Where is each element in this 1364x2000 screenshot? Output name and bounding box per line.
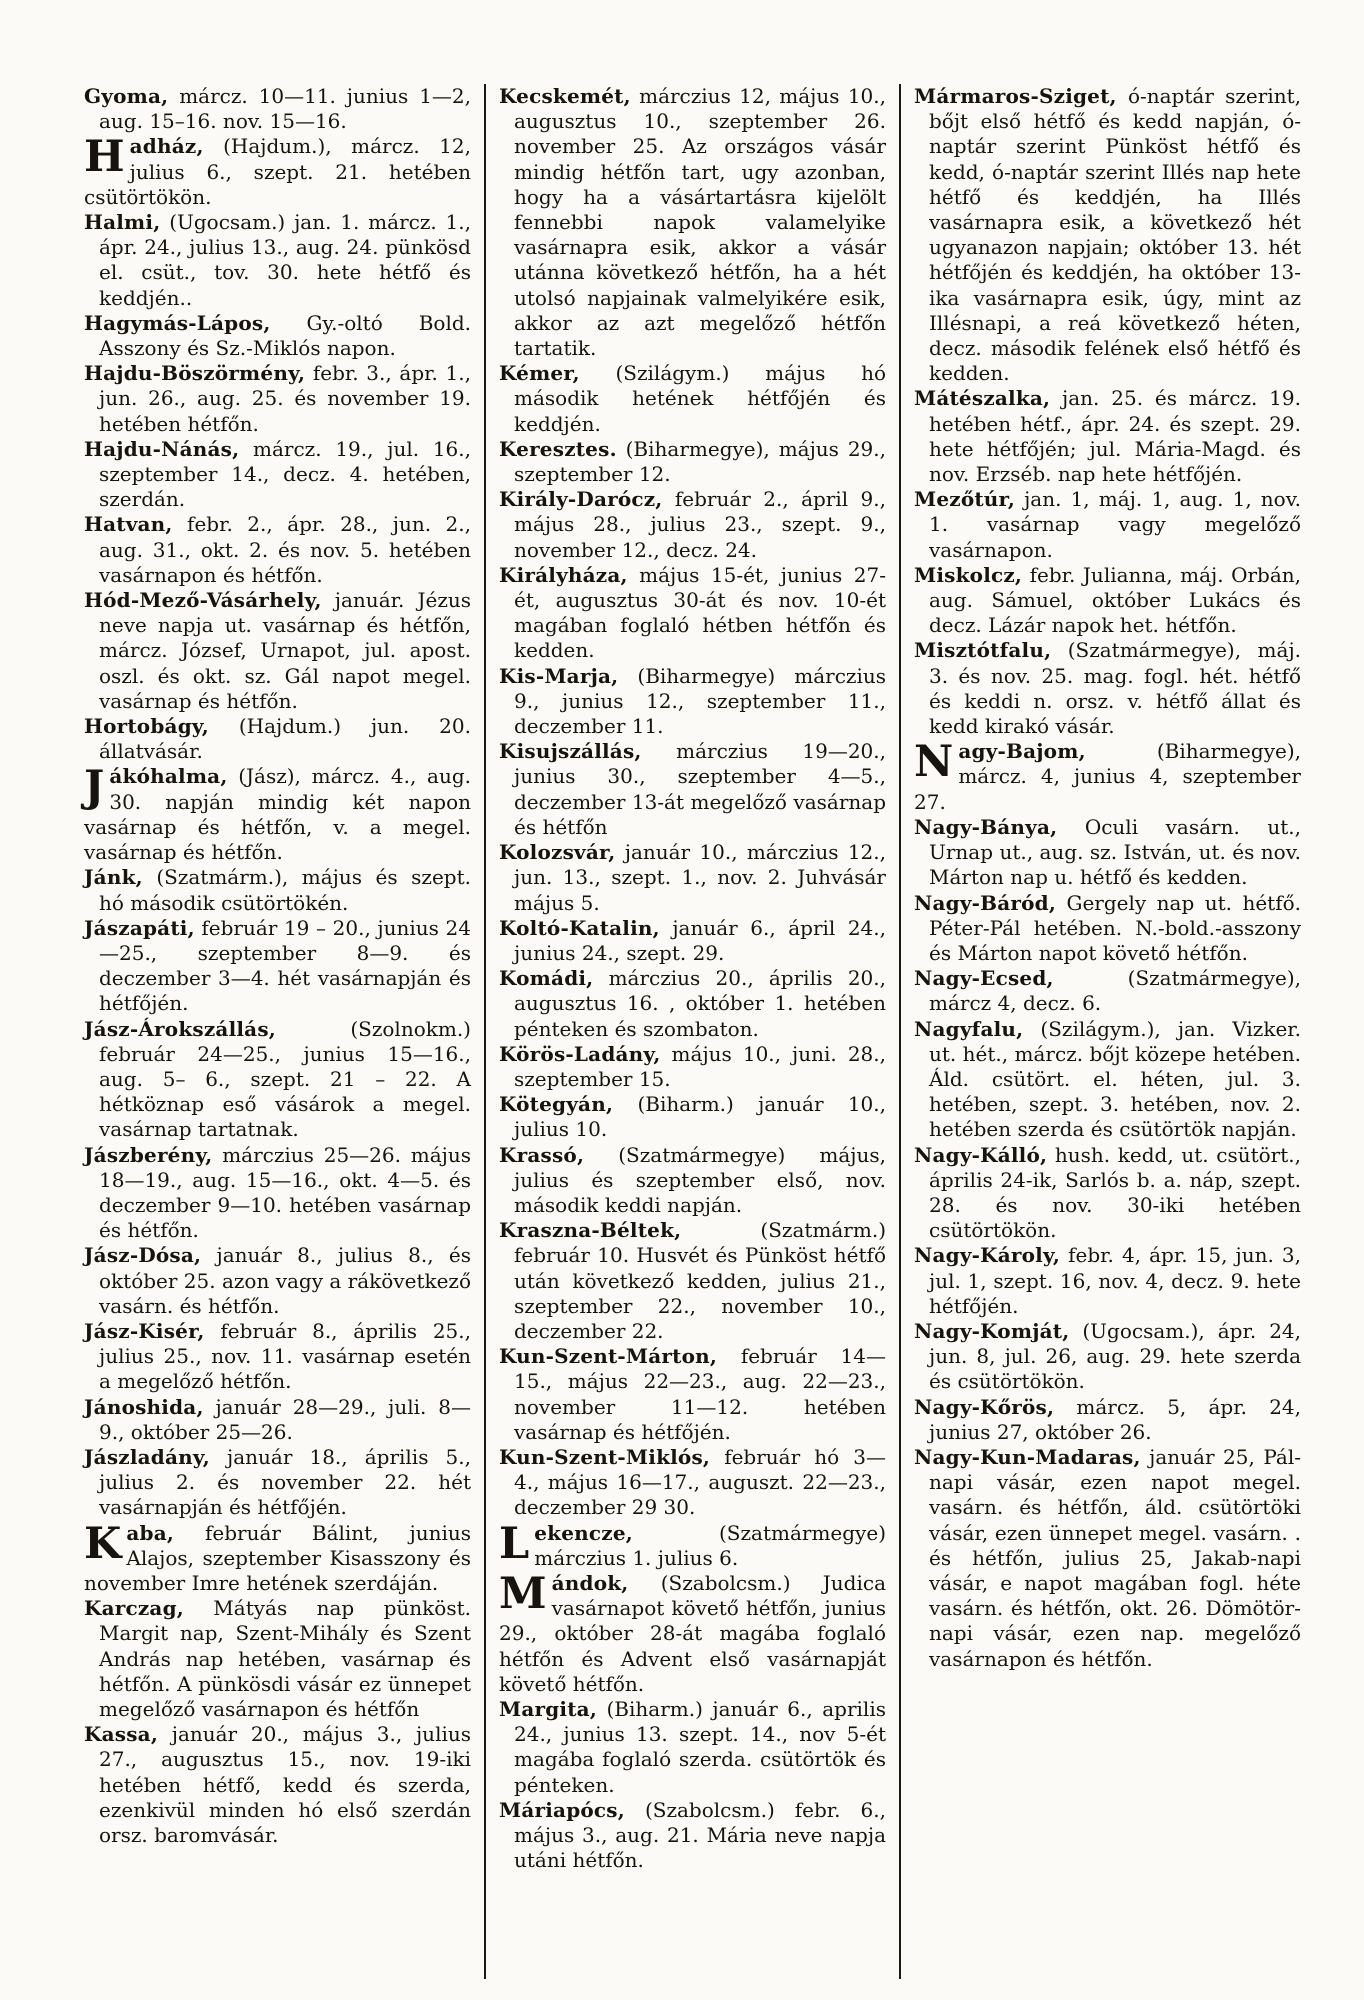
column-2 bbox=[499, 84, 886, 1979]
entry: Krassó, (Szatmármegye) május, julius és szeptember első, nov. második keddi napján. bbox=[499, 1142, 886, 1217]
town-name: aba, bbox=[126, 1520, 175, 1545]
entry: Nagy-Károly, febr. 4, ápr. 15, jun. 3, jul. 1, szept. 16, nov. 4, decz. 9. hete hétfőjén. bbox=[914, 1243, 1301, 1318]
town-name: Kolozsvár, bbox=[499, 840, 616, 865]
town-name: Kis-Marja, bbox=[499, 663, 619, 688]
entry: Nagy-Bánya, Oculi vasárn. ut., Urnap ut., aug. sz. István, ut. és nov. Márton nap u. hétfő és kedden. bbox=[914, 814, 1301, 890]
town-name: Mármaros-Sziget, bbox=[914, 84, 1117, 108]
entry: Máriapócs, (Szabolcsm.) febr. 6., május 3., aug. 21. Mária neve napja utáni hétfőn. bbox=[499, 1797, 886, 1873]
entry: Jákóhalma, (Jász), márcz. 4., aug. 30. napján mindig két napon vasárnap és hétfőn, v. a megel. vasárnap és hétfőn. bbox=[84, 762, 471, 865]
town-name: Kassa, bbox=[84, 1722, 158, 1747]
entry: Nagy-Kőrös, márcz. 5, ápr. 24, junius 27, október 26. bbox=[914, 1394, 1301, 1444]
entry: Kraszna-Béltek, (Szatmárm.) február 10. Husvét és Pünköst hétfő után következő kedden, julius 21., szeptember 22., november 10., deczember 22. bbox=[499, 1218, 886, 1343]
entry: Jász-Árokszállás, (Szolnokm.) február 24—25., junius 15—16., aug. 5– 6., szept. 21 – 22. A hétköznap eső vásárok a megel. vasárnap tartatnak. bbox=[84, 1016, 471, 1142]
entry: Hagymás-Lápos, Gy.-oltó Bold. Asszony és Sz.-Miklós napon. bbox=[84, 310, 471, 361]
town-name: Jász-Kisér, bbox=[84, 1318, 205, 1343]
entry: Miskolcz, febr. Julianna, máj. Orbán, aug. Sámuel, október Lukács és decz. Lázár napok het. hétfőn. bbox=[914, 562, 1301, 638]
town-name: Jász-Dósa, bbox=[84, 1243, 202, 1268]
town-name: Keresztes. bbox=[499, 436, 617, 461]
town-name: Kötegyán, bbox=[499, 1092, 614, 1117]
entry: Nagy-Komját, (Ugocsam.), ápr. 24, jun. 8, jul. 26, aug. 29. hete szerda és csütörtökön. bbox=[914, 1318, 1301, 1394]
town-name: Krassó, bbox=[499, 1142, 585, 1167]
entry: Koltó-Katalin, január 6., ápril 24., junius 24., szept. 29. bbox=[499, 915, 886, 965]
town-name: Mezőtúr, bbox=[914, 487, 1015, 512]
town-name: Nagy-Károly, bbox=[914, 1243, 1061, 1268]
column-3 bbox=[914, 84, 1301, 1979]
town-name: Kun-Szent-Miklós, bbox=[499, 1444, 711, 1469]
entry: Kis-Marja, (Biharmegye) márczius 9., junius 12., szeptember 11., deczember 11. bbox=[499, 663, 886, 739]
entry: Nagy-Báród, Gergely nap ut. hétfő. Péter-Pál hetében. N.-bold.-asszony és Márton napot követő hétfőn. bbox=[914, 890, 1301, 965]
entry: Kolozsvár, január 10., márczius 12., jun. 13., szept. 1., nov. 2. Juhvásár május 5. bbox=[499, 840, 886, 915]
town-name: Jászladány, bbox=[84, 1444, 210, 1469]
town-name: ekencze, bbox=[534, 1520, 633, 1545]
town-name: Miskolcz, bbox=[914, 562, 1023, 587]
town-name: agy-Bajom, bbox=[958, 739, 1086, 764]
entry: Margita, (Biharm.) január 6., aprilis 24., junius 13. szept. 14., nov 5-ét magába foglaló szerda. csütörtök és pénteken. bbox=[499, 1697, 886, 1797]
town-name: Jánk, bbox=[84, 865, 143, 890]
entry: Jászberény, márczius 25—26. május 18—19., aug. 15—16., okt. 4—5. és deczember 9—10. hetében vasárnap és hétfőn. bbox=[84, 1142, 471, 1243]
town-name: Hajdu-Nánás, bbox=[84, 436, 240, 461]
entry: Kecskemét, márczius 12, május 10., augusztus 10., szeptember 26. november 25. Az országos vásár mindig hétfőn tart, ugy azonban, hogy ha a vásártartásra kijelölt fennebbi napok valamelyike vasárnapra esik, akkor a vásár utánna következő hétfőn, ha a hét utolsó napjainak valmelyikére esik, akkor az azt megelőző hétfőn tartatik. bbox=[499, 84, 886, 361]
town-name: Jász-Árokszállás, bbox=[84, 1016, 276, 1041]
entry: Hajdu-Böszörmény, febr. 3., ápr. 1., jun. 26., aug. 25. és november 19. hetében hétfőn. bbox=[84, 361, 471, 436]
town-name: Kun-Szent-Márton, bbox=[499, 1344, 718, 1369]
town-name: Hagymás-Lápos, bbox=[84, 310, 271, 335]
town-name: Jászapáti, bbox=[84, 915, 195, 940]
town-name: Király-Darócz, bbox=[499, 487, 663, 512]
entry: Jánoshida, január 28—29., juli. 8—9., október 25—26. bbox=[84, 1394, 471, 1444]
dropcap-letter: K bbox=[84, 1518, 122, 1569]
town-name: Nagy-Ecsed, bbox=[914, 966, 1054, 991]
town-name: adház, bbox=[129, 134, 204, 159]
entry: Kémer, (Szilágym.) május hó második hetének hétfőjén és keddjén. bbox=[499, 361, 886, 436]
entry: Hód-Mező-Vásárhely, január. Jézus neve napja ut. vasárnap és hétfőn, márcz. József, Urnapot, jul. apost. oszl. és okt. sz. Gál napot megel. vasárnap és hétfőn. bbox=[84, 588, 471, 713]
town-name: Komádi, bbox=[499, 966, 594, 991]
town-name: Kraszna-Béltek, bbox=[499, 1218, 682, 1243]
entry: Nagy-Kálló, hush. kedd, ut. csütört., április 24-ik, Sarlós b. a. náp, szept. 28. és nov. 30-iki hetében csütörtökön. bbox=[914, 1142, 1301, 1243]
entry: Komádi, márczius 20., április 20., augusztus 16. , október 1. hetében pénteken és szombaton. bbox=[499, 966, 886, 1041]
dropcap-letter: M bbox=[499, 1568, 547, 1619]
entry: Körös-Ladány, május 10., juni. 28., szeptember 15. bbox=[499, 1041, 886, 1091]
dropcap-letter: J bbox=[84, 762, 105, 813]
town-name: Máriapócs, bbox=[499, 1797, 625, 1822]
entry: Hortobágy, (Hajdum.) jun. 20. állatvásár. bbox=[84, 714, 471, 764]
town-name: Karczag, bbox=[84, 1596, 184, 1621]
town-name: Jánoshida, bbox=[84, 1394, 204, 1419]
town-name: Nagyfalu, bbox=[914, 1016, 1024, 1041]
town-name: Halmi, bbox=[84, 210, 161, 235]
entry: Hadház, (Hajdum.), márcz. 12, julius 6., szept. 21. hetében csütörtökön. bbox=[84, 132, 471, 209]
town-name: Hajdu-Böszörmény, bbox=[84, 361, 306, 386]
town-name: Hatvan, bbox=[84, 512, 173, 537]
dropcap-letter: N bbox=[914, 737, 954, 788]
town-name: Kémer, bbox=[499, 361, 580, 386]
entry: Karczag, Mátyás nap pünköst. Margit nap, Szent-Mihály és Szent András nap hetében, vasárnap és hétfőn. A pünkösdi vásár ez ünnepet megelőző vasárnapon és hétfőn bbox=[84, 1596, 471, 1721]
town-name: Királyháza, bbox=[499, 562, 628, 587]
entry: Gyoma, márcz. 10—11. junius 1—2, aug. 15–16. nov. 15—16. bbox=[84, 84, 471, 134]
town-name: Jászberény, bbox=[84, 1142, 213, 1167]
town-name: Mátészalka, bbox=[914, 386, 1051, 411]
column-divider-2 bbox=[899, 84, 901, 1979]
town-name: Körös-Ladány, bbox=[499, 1041, 661, 1066]
entry: Mándok, (Szabolcsm.) Judica vasárnapot követő hétfőn, junius 29., október 28-át magába foglaló hétfőn és Advent első vasárnapját követő hétfőn. bbox=[499, 1568, 886, 1696]
entry: Lekencze, (Szatmármegye) márczius 1. julius 6. bbox=[499, 1518, 886, 1570]
entry: Király-Darócz, február 2., ápril 9., május 28., julius 23., szept. 9., november 12., decz. 24. bbox=[499, 487, 886, 562]
entry: Kun-Szent-Miklós, február hó 3—4., május 16—17., auguszt. 22—23., deczember 29 30. bbox=[499, 1444, 886, 1520]
entry: Mátészalka, jan. 25. és márcz. 19. hetében hétf., ápr. 24. és szept. 29. hete hétfőjén; jul. Mária-Magd. és nov. Erzséb. nap hete hétfőjén. bbox=[914, 386, 1301, 487]
town-name: ándok, bbox=[551, 1570, 629, 1595]
town-name: Nagy-Kálló, bbox=[914, 1142, 1048, 1167]
entry: Nagy-Bajom, (Biharmegye), márcz. 4, junius 4, szeptember 27. bbox=[914, 737, 1301, 814]
town-name: Koltó-Katalin, bbox=[499, 915, 660, 940]
entry: Jászapáti, február 19 – 20., junius 24—25., szeptember 8—9. és deczember 3—4. hét vasárnapján és hétfőjén. bbox=[84, 915, 471, 1016]
town-name: Gyoma, bbox=[84, 84, 169, 108]
entry: Misztótfalu, (Szatmármegye), máj. 3. és nov. 25. mag. fogl. hét. hétfő és keddi n. orsz. v. hétfő állat és kedd kirakó vásár. bbox=[914, 638, 1301, 739]
entry: Keresztes. (Biharmegye), május 29., szeptember 12. bbox=[499, 436, 886, 487]
column-layout bbox=[84, 84, 1304, 1979]
town-name: Kisujszállás, bbox=[499, 739, 642, 764]
entry: Jász-Kisér, február 8., április 25., julius 25., nov. 11. vasárnap esetén a megelőző hétfőn. bbox=[84, 1318, 471, 1394]
entry: Kötegyán, (Biharm.) január 10., julius 10. bbox=[499, 1092, 886, 1142]
town-name: Kecskemét, bbox=[499, 84, 631, 108]
entry: Jász-Dósa, január 8., julius 8., és október 25. azon vagy a rákövetkező vasárn. és hétfőn. bbox=[84, 1243, 472, 1318]
entry: Hatvan, febr. 2., ápr. 28., jun. 2., aug. 31., okt. 2. és nov. 5. hetében vasárnapon és hétfőn. bbox=[84, 512, 471, 587]
dropcap-letter: L bbox=[499, 1518, 530, 1569]
town-name: Nagy-Bánya, bbox=[914, 814, 1058, 839]
entry: Jánk, (Szatmárm.), május és szept. hó második csütörtökén. bbox=[84, 865, 471, 915]
town-name: Hortobágy, bbox=[84, 714, 209, 739]
town-name: Nagy-Báród, bbox=[914, 890, 1057, 915]
entry: Kisujszállás, márczius 19—20., junius 30., szeptember 4—5., deczember 13-át megelőző vasárnap és hétfőn bbox=[499, 739, 886, 839]
town-name: Nagy-Kun-Madaras, bbox=[914, 1444, 1141, 1469]
town-name: Nagy-Kőrös, bbox=[914, 1394, 1055, 1419]
entry: Kassa, január 20., május 3., julius 27., augusztus 15., nov. 19-iki hetében hétfő, kedd és szerda, ezenkivül minden hó első szerdán orsz. baromvásár. bbox=[84, 1722, 471, 1848]
entry: Királyháza, május 15-ét, junius 27-ét, augusztus 30-át és nov. 10-ét magában foglaló hétben hétfőn és kedden. bbox=[499, 562, 886, 663]
entry: Kaba, február Bálint, junius Alajos, szeptember Kisasszony és november Imre hetének szerdáján. bbox=[84, 1518, 471, 1595]
entry: Jászladány, január 18., április 5., julius 2. és november 22. hét vasárnapján és hétfőjén. bbox=[84, 1444, 471, 1520]
entry: Mármaros-Sziget, ó-naptár szerint, bőjt első hétfő és kedd napján, ó-naptár szerint Pünköst hétfő és kedd, ó-naptár szerint Illés nap hete hétfő és keddjén, ha Illés vasárnapra esik, a következő hét ugyanazon napjain; október 13. hét hétfőjén és keddjén, ha október 13-ika vasárnapra esik, úgy, mint az Illésnapi, a reá következő héten, decz. második felének első hétfő és kedden. bbox=[914, 84, 1301, 386]
entry: Mezőtúr, jan. 1, máj. 1, aug. 1, nov. 1. vasárnap vagy megelőző vasárnapon. bbox=[914, 487, 1301, 562]
column-1 bbox=[84, 84, 471, 1979]
entry: Kun-Szent-Márton, február 14—15., május 22—23., aug. 22—23., november 11—12. hetében vasárnap és hétfőjén. bbox=[499, 1344, 886, 1444]
town-name: Misztótfalu, bbox=[914, 638, 1052, 663]
town-name: ákóhalma, bbox=[109, 764, 228, 789]
dropcap-letter: H bbox=[84, 132, 125, 183]
column-divider-1 bbox=[484, 84, 486, 1979]
entry: Hajdu-Nánás, márcz. 19., jul. 16., szeptember 14., decz. 4. hetében, szerdán. bbox=[84, 436, 471, 512]
entry: Halmi, (Ugocsam.) jan. 1. márcz. 1., ápr. 24., julius 13., aug. 24. pünkösd el. csüt., tov. 30. hete hétfő és keddjén.. bbox=[84, 210, 471, 310]
town-name: Margita, bbox=[499, 1697, 597, 1721]
entry: Nagyfalu, (Szilágym.), jan. Vizker. ut. hét., márcz. bőjt közepe hetében. Áld. csütört. el. héten, jul. 3. hetében, szept. 3. hetében, nov. 2. hetében szerda és csütörtök napján. bbox=[914, 1016, 1301, 1142]
entry: Nagy-Ecsed, (Szatmármegye), márcz 4, decz. 6. bbox=[914, 966, 1301, 1016]
town-name: Hód-Mező-Vásárhely, bbox=[84, 588, 322, 613]
town-name: Nagy-Komját, bbox=[914, 1318, 1070, 1343]
entry: Nagy-Kun-Madaras, január 25, Pál-napi vásár, ezen napot megel. vasárn. és hétfőn, áld. csütörtöki vásár, ezen ünnepet megel. vasárn. . és hétfőn, julius 25, Jakab-napi vásár, e napot magában fogl. héte vasárn. és hétfőn, okt. 26. Dömötör-napi vásár, ezen nap. megelőző vasárnapon és hétfőn. bbox=[914, 1444, 1301, 1671]
